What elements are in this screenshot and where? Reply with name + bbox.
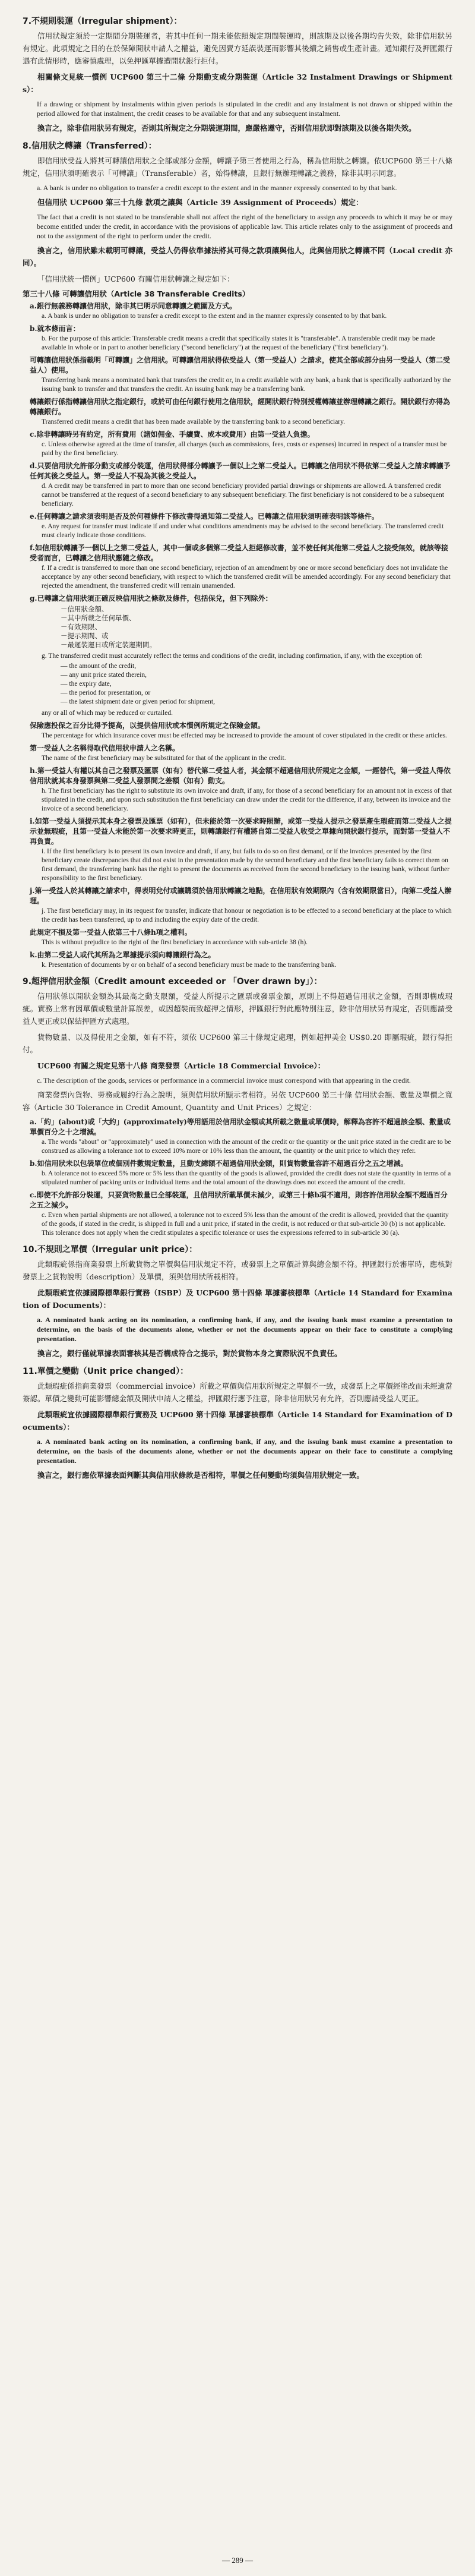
item-chinese: e.任何轉讓之請求須表明是否及於何種條件下修改書得通知第二受益人。已轉讓之信用狀須明確表明該等條件。 bbox=[30, 512, 379, 521]
item-chinese: 保險應投保之百分比得予提高，以提供信用狀或本慣例所規定之保險金額。 bbox=[30, 721, 265, 730]
article-item bbox=[30, 1159, 452, 1187]
english-quote: a. A nominated bank acting on its nomination, a confirming bank, if any, and the issuing bank must examine a presentation to determine, on the basis of the documents alone, whether or not the documents appear on their face to constitute a complying presentation. bbox=[37, 1316, 452, 1343]
list-item: －其中所載之任何單價、 bbox=[61, 614, 136, 622]
item-english: Transferring bank means a nominated bank that transfers the credit or, in a credit available with any bank, a bank that is specifically authorized by the issuing bank to transfer and that transfers the credit. An issuing bank may be a transferring bank. bbox=[42, 377, 451, 393]
list-item: －提示期間、或 bbox=[61, 632, 109, 640]
article-item bbox=[30, 543, 452, 591]
item-chinese: f.如信用狀轉讓予一個以上之第二受益人，其中一個或多個第二受益人拒絕修改書，並不使任何其他第二受益人之接受無效，就該等接受者而言，已轉讓之信用狀應隨之修改。 bbox=[30, 544, 448, 562]
page-number: — 289 — bbox=[222, 2556, 253, 2565]
item-chinese: 可轉讓信用狀係指載明「可轉讓」之信用狀。可轉讓信用狀得依受益人（第一受益人）之請求，使其全部或部分由另一受益人（第二受益人）使用。 bbox=[30, 356, 451, 374]
english-quote: a. A nominated bank acting on its nomination, a confirming bank, if any, and the issuing bank must examine a presentation to determine, on the basis of the documents alone, whether or not the documents appear on their face to constitute a complying presentation. bbox=[37, 1437, 452, 1465]
paragraph: UCP600 有關之規定見第十八條 商業發票（Article 18 Commercial Invoice）： bbox=[37, 1061, 325, 1070]
article-item bbox=[30, 324, 452, 352]
article-item bbox=[30, 301, 452, 321]
english-quote: c. The description of the goods, services or performance in a commercial invoice must correspond with that appearing in the credit. bbox=[37, 1076, 411, 1084]
section-heading: 7.不規則裝運（Irregular shipment）： bbox=[23, 17, 182, 26]
item-english: The name of the first beneficiary may be substituted for that of the applicant in the credit. bbox=[42, 755, 286, 762]
english-quote: The fact that a credit is not stated to be transferable shall not affect the right of the beneficiary to assign any proceeds to which it may be or may become entitled under the credit, in accordance with the provisions of applicable law. This article relates only to the assignment of proceeds and not to the assignment of the right to perform under the credit. bbox=[37, 213, 452, 240]
item-english: i. If the first beneficiary is to present its own invoice and draft, if any, but fails to do so on first demand, or if the invoices presented by the first beneficiary create discrepancies that did not exist in the presentation made by the second beneficiary and the first beneficiary fails to correct them on first demand, the transferring bank has the right to present the documents as received from the second beneficiary to the issuing bank, without further responsibility to the first beneficiary. bbox=[42, 848, 449, 882]
section-unit-price-changed bbox=[23, 1366, 452, 1481]
list-item: — the amount of the credit, bbox=[61, 663, 137, 670]
section-amount-exceeded bbox=[23, 976, 452, 1238]
item-chinese: b.如信用狀未以包裝單位或個別件數規定數量，且動支總額不超過信用狀金額，則貨物數量容許不超過百分之五之增減。 bbox=[30, 1159, 408, 1168]
paragraph: 此類瑕疵宜依據國際標準銀行實務（ISBP）及 UCP600 第十四條 單據審核標準（Article 14 Standard for Examination of Documents）： bbox=[23, 1288, 452, 1310]
paragraph: 信用狀係以開狀金額為其最高之動支限額，受益人所提示之匯票或發票金額，原則上不得超過信用狀之金額，否則即構成瑕疵。實務上常有因單價或數量計算誤差，或因超裝而致超押之情形，押匯銀行對此應特別注意，除非信用狀另有規定，否則應請受益人更正或以保結押匯方式處理。 bbox=[23, 992, 452, 1026]
paragraph: 即信用狀受益人將其可轉讓信用狀之全部或部分金額，轉讓予第三者使用之行為，稱為信用狀之轉讓。依UCP600 第三十八條規定，信用狀須明確表示「可轉讓」（Transferable）者，始得轉讓，且銀行無辦理轉讓之義務，除非其明示同意。 bbox=[23, 156, 452, 178]
section-heading: 10.不規則之單價（Irregular unit price）： bbox=[23, 1245, 198, 1254]
item-chinese: a.銀行無義務轉讓信用狀，除非其已明示同意轉讓之範圍及方式。 bbox=[30, 302, 236, 310]
item-chinese: d.只要信用狀允許部分動支或部分裝運，信用狀得部分轉讓予一個以上之第二受益人。已轉讓之信用狀不得依第二受益人之請求轉讓予任何其後之受益人。第一受益人不視為其後之受益人。 bbox=[30, 462, 451, 480]
item-chinese: k.由第二受益人或代其所為之單據提示須向轉讓銀行為之。 bbox=[30, 951, 216, 959]
article-item bbox=[30, 430, 452, 458]
item-english: a. A bank is under no obligation to transfer a credit except to the extent and in the manner expressly consented to by that bank. bbox=[42, 313, 387, 320]
paragraph: 但信用狀 UCP600 第三十九條 款項之讓與（Article 39 Assignment of Proceeds）規定： bbox=[37, 198, 363, 207]
article-heading: 第三十八條 可轉讓信用狀（Article 38 Transferable Credits） bbox=[23, 289, 250, 298]
article-item bbox=[30, 743, 452, 763]
item-english: d. A credit may be transferred in part to more than one second beneficiary provided partial drawings or shipments are allowed. A transferred credit cannot be transferred at the request of a second beneficiary to any subsequent beneficiary. The first beneficiary is not considered to be a subsequent beneficiary. bbox=[42, 483, 444, 507]
paragraph: 換言之，信用狀雖未載明可轉讓，受益人仍得依準據法將其可得之款項讓與他人，此與信用狀之轉讓不同（Local credit 亦同）。 bbox=[23, 246, 452, 267]
section-heading: 9.超押信用狀金額（Credit amount exceeded or 「Over drawn by」）： bbox=[23, 977, 322, 986]
item-english: f. If a credit is transferred to more than one second beneficiary, rejection of an amendment by one or more second beneficiary does not invalidate the acceptance by any other second beneficiary, with respect to which the transferred credit will be amended accordingly. For any second beneficiary that rejected the amendment, the transferred credit will remain unamended. bbox=[42, 565, 451, 589]
item-chinese: 第一受益人之名稱得取代信用狀申請人之名稱。 bbox=[30, 744, 180, 752]
item-chinese: g.已轉讓之信用狀須正確反映信用狀之條款及條件，包括保兌，但下列除外： bbox=[30, 594, 273, 603]
item-english: e. Any request for transfer must indicate if and under what conditions amendments may be advised to the second beneficiary. The transferred credit must clearly indicate those conditions. bbox=[42, 523, 444, 539]
item-english: any or all of which may be reduced or curtailed. bbox=[42, 710, 173, 717]
paragraph: 貨物數量、以及得使用之金額，如有不符，須依 UCP600 第三十條規定處理，例如超押美金 US$0.20 即屬瑕疵，銀行得拒付。 bbox=[23, 1033, 452, 1054]
item-english: This is without prejudice to the right of the first beneficiary in accordance with sub-article 38 (h). bbox=[42, 939, 308, 946]
item-chinese: 此規定不損及第一受益人依第三十八條h項之權利。 bbox=[30, 928, 192, 937]
paragraph: 換言之，銀行應依單據表面判斷其與信用狀條款是否相符，單價之任何變動均須與信用狀規定一致。 bbox=[37, 1471, 365, 1480]
article-item bbox=[30, 355, 452, 394]
list-item: －有效期限、 bbox=[61, 623, 102, 631]
exception-list-english bbox=[61, 662, 452, 707]
paragraph: 「信用狀統一慣例」UCP600 有關信用狀轉讓之規定如下： bbox=[37, 275, 235, 283]
item-chinese: c.即使不允許部分裝運，只要貨物數量已全部裝運，且信用狀所載單價未減少，或第三十條b項不適用，則容許信用狀金額不超過百分之五之減少。 bbox=[30, 1191, 448, 1209]
item-chinese: j.第一受益人於其轉讓之請求中，得表明兌付或讓購須於信用狀轉讓之地點，在信用狀有效期限內（含有效期限當日），向第二受益人辦理。 bbox=[30, 887, 452, 905]
item-english: Transferred credit means a credit that has been made available by the transferring bank to a second beneficiary. bbox=[42, 418, 346, 425]
item-chinese: a.「約」(about)或「大約」(approximately)等用語用於信用狀金額或其所載之數量或單價時，解釋為容許不超過該金額、數量或單價百分之十之增減。 bbox=[30, 1118, 451, 1136]
item-english: The percentage for which insurance cover must be effected may be increased to provide the amount of cover stipulated in the credit or these articles. bbox=[42, 732, 447, 739]
item-english: b. A tolerance not to exceed 5% more or 5% less than the quantity of the goods is allowed, provided the credit does not state the quantity in terms of a stipulated number of packing units or individual items and the total amount of the drawings does not exceed the amount of the credit. bbox=[42, 1170, 451, 1186]
article-item bbox=[30, 1190, 452, 1238]
article-item bbox=[30, 928, 452, 947]
list-item: — the period for presentation, or bbox=[61, 689, 151, 696]
item-english: c. Unless otherwise agreed at the time of transfer, all charges (such as commissions, fees, costs or expenses) incurred in respect of a transfer must be paid by the first beneficiary. bbox=[42, 441, 447, 457]
article-item bbox=[30, 886, 452, 925]
item-chinese: c.除非轉讓時另有約定，所有費用（諸如佣金、手續費、成本或費用）由第一受益人負擔。 bbox=[30, 430, 315, 439]
article-item bbox=[30, 594, 452, 718]
item-chinese: i.如第一受益人須提示其本身之發票及匯票（如有），但未能於第一次要求時照辦，或第一受益人提示之發票產生瑕疵而第二受益人之提示並無瑕疵，且第一受益人未能於第一次要求時更正，則轉讓銀行有權將自第二受益人收受之單據向開狀銀行提示，而對第一受益人不再負責。 bbox=[30, 817, 452, 846]
article-item bbox=[30, 1117, 452, 1156]
section-heading: 11.單價之變動（Unit price changed）： bbox=[23, 1367, 189, 1376]
item-chinese: 轉讓銀行係指轉讓信用狀之指定銀行，或於可由任何銀行使用之信用狀，經開狀銀行特別授權轉讓並辦理轉讓之銀行。開狀銀行亦得為轉讓銀行。 bbox=[30, 398, 451, 416]
article-item bbox=[30, 461, 452, 509]
english-quote: a. A bank is under no obligation to transfer a credit except to the extent and in the manner expressly consented to by that bank. bbox=[37, 184, 397, 192]
paragraph: 信用狀規定須於一定期間分期裝運者，若其中任何一期未能依照規定期間裝運時，則該期及以後各期均告失效，除非信用狀另有規定。此項規定之目的在於保障開狀申請人之權益，避免因賣方延誤裝運而影響其後續之銷售或生產計畫。通知銀行及押匯銀行遇有此情形時，應審慎處理，以免押匯單據遭開狀銀行拒付。 bbox=[23, 31, 452, 65]
english-quote: If a drawing or shipment by instalments within given periods is stipulated in the credit and any instalment is not drawn or shipped within the period allowed for that instalment, the credit ceases to be available for that and any subsequent instalment. bbox=[37, 100, 452, 118]
item-english: h. The first beneficiary has the right to substitute its own invoice and draft, if any, for those of a second beneficiary for an amount not in excess of that stipulated in the credit, and upon such substitution the first beneficiary can draw under the credit for the difference, if any, between its invoice and the invoice of a second beneficiary. bbox=[42, 787, 452, 812]
paragraph: 換言之，銀行僅就單據表面審核其是否構成符合之提示，對於貨物本身之實際狀況不負責任。 bbox=[37, 1349, 342, 1358]
paragraph: 商業發票內貨物、勞務或履約行為之說明，須與信用狀所顯示者相符。另依 UCP600 第三十條 信用狀金額、數量及單價之寬容（Article 30 Tolerance in Credit Amount, Quantity and Unit Prices）之規定： bbox=[23, 1090, 452, 1112]
article-item bbox=[30, 766, 452, 814]
item-english: b. For the purpose of this article: Transferable credit means a credit that specifically states it is "transferable". A transferable credit may be made available in whole or in part to another beneficiary ("second beneficiary") at the request of the beneficiary ("first beneficiary"). bbox=[42, 335, 436, 351]
item-english: k. Presentation of documents by or on behalf of a second beneficiary must be made to the transferring bank. bbox=[42, 961, 337, 969]
article-item bbox=[30, 721, 452, 740]
list-item: －信用狀金額、 bbox=[61, 605, 109, 613]
section-heading: 8.信用狀之轉讓（Transferred）： bbox=[23, 141, 157, 151]
article-item bbox=[30, 816, 452, 883]
article-item bbox=[30, 950, 452, 970]
article-item bbox=[30, 512, 452, 540]
section-irregular-shipment bbox=[23, 15, 452, 134]
paragraph: 此類瑕疵係指商業發票上所載貨物之單價與信用狀規定不符，或發票上之單價計算與總金額不符。押匯銀行於審單時，應核對發票上之貨物說明（description）及單價，須與信用狀所載相符。 bbox=[23, 1260, 452, 1281]
paragraph: 此類瑕疵係指商業發票（commercial invoice）所載之單價與信用狀所規定之單價不一致，或發票上之單價經塗改而未經適當簽認。單價之變動可能影響總金額及開狀申請人之權益，押匯銀行應予注意，除非信用狀另有允許，否則應請受益人更正。 bbox=[23, 1382, 452, 1403]
paragraph: 此類瑕疵宜依據國際標準銀行實務及 UCP600 第十四條 單據審核標準（Article 14 Standard for Examination of Documents）： bbox=[23, 1410, 452, 1432]
item-english: c. Even when partial shipments are not allowed, a tolerance not to exceed 5% less than the amount of the credit is allowed, provided that the quantity of the goods, if stated in the credit, is shipped in full and a unit price, if stated in the credit, is not reduced or that sub-article 30 (b) is not applicable. This tolerance does not apply when the credit stipulates a specific tolerance or uses the expressions referred to in sub-article 30 (a). bbox=[42, 1212, 449, 1237]
item-chinese: b.就本條而言： bbox=[30, 324, 80, 333]
paragraph: 相關條文見統一慣例 UCP600 第三十二條 分期動支或分期裝運（Article 32 Instalment Drawings or Shipments）： bbox=[23, 72, 452, 94]
exception-list-chinese bbox=[61, 605, 452, 649]
section-transfer bbox=[23, 140, 452, 970]
list-item: — the latest shipment date or given period for shipment, bbox=[61, 698, 215, 705]
paragraph: 換言之，除非信用狀另有規定，否則其所規定之分期裝運期間，應嚴格遵守，否則信用狀即對該期及以後各期失效。 bbox=[37, 124, 416, 133]
list-item: －最遲裝運日或所定裝運期間。 bbox=[61, 641, 156, 649]
item-english: j. The first beneficiary may, in its request for transfer, indicate that honour or negotiation is to be effected to a second beneficiary at the place to which the credit has been transferred, up to and including the expiry date of the credit. bbox=[42, 907, 452, 923]
list-item: — any unit price stated therein, bbox=[61, 671, 147, 679]
item-english: g. The transferred credit must accurately reflect the terms and conditions of the credit, including confirmation, if any, with the exception of: bbox=[42, 652, 423, 660]
article-item bbox=[30, 397, 452, 427]
list-item: — the expiry date, bbox=[61, 680, 112, 688]
item-chinese: h.第一受益人有權以其自己之發票及匯票（如有）替代第二受益人者，其金額不超過信用狀所規定之金額，一經替代，第一受益人得依信用狀就其本身發票與第二受益人發票間之差額（如有）動支。 bbox=[30, 767, 451, 785]
item-english: a. The words "about" or "approximately" used in connection with the amount of the credit or the quantity or the unit price stated in the credit are to be construed as allowing a tolerance not to exceed 10% more or 10% less than the amount, the quantity or the unit price to which they refer. bbox=[42, 1139, 451, 1155]
section-irregular-unit-price bbox=[23, 1244, 452, 1360]
